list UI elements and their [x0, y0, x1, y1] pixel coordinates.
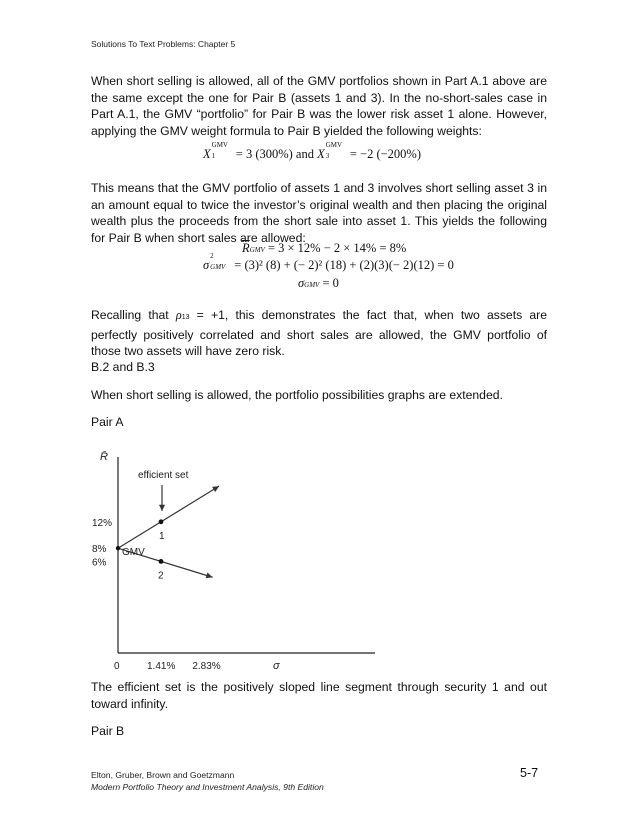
label-point-2: 2 [158, 570, 164, 582]
eq4-lhs: σ [298, 276, 305, 290]
x-tick-label: 2.83% [192, 661, 221, 672]
footer-book-title: Modern Portfolio Theory and Investment Analysis, 9th Edition [91, 781, 324, 792]
footer-citation [91, 770, 324, 793]
paragraph-short-selling: When short selling is allowed, all of the GMV portfolios shown in Part A.1 above are the same except the one for Pair B (assets 1 and 3). In the no-short-sales case in Part A.1, the GMV “portfolio” for Pair B was the lower risk asset 1 alone. However, applying the GMV weight formula to Pair B yielded the following weights: [91, 74, 547, 138]
label-efficient-set: efficient set [138, 470, 189, 481]
y-tick-label: 12% [92, 517, 113, 529]
y-tick-label: 8% [92, 544, 107, 556]
eq-sub-1: 1 [211, 152, 216, 160]
label-pair-b: Pair B [91, 724, 125, 738]
point-2 [159, 559, 164, 564]
eq-x-symbol-2: X [317, 147, 325, 161]
eq2-sub: GMV [249, 246, 265, 254]
paragraph-gmv-portfolio: This means that the GMV portfolio of assets 1 and 3 involves short selling asset 3 in an amount equal to twice the investor’s original wealth and then placing the original wealth plus the proceeds from the short sale into asset 1. This yields the following for Pair B when short sales are allowed: [91, 181, 547, 245]
eq3-lhs: σ [203, 258, 210, 272]
rho-subscript: 13 [181, 314, 190, 321]
label-gmv: GMV [122, 547, 145, 559]
eq-x-symbol: X [203, 147, 211, 161]
rho-symbol: ρ [175, 308, 182, 322]
eq4-rhs: = 0 [319, 276, 339, 290]
y-axis-label: R̄ [100, 451, 108, 463]
efficient-set-pointer-arrowhead [159, 505, 165, 511]
x-axis-label: σ [273, 660, 280, 672]
equation-variance-gmv [203, 252, 454, 273]
footer-authors: Elton, Gruber, Brown and Goetzmann [91, 770, 235, 780]
page-number: 5-7 [520, 766, 539, 780]
equation-gmv-weights [203, 141, 422, 162]
eq-rhs-1: = 3 (300%) and [232, 147, 318, 161]
point-1 [159, 519, 164, 524]
label-pair-a: Pair A [91, 415, 124, 429]
para3-part-a: Recalling that [91, 308, 176, 322]
eq2-rhs: = 3 × 12% − 2 × 14% = 8% [264, 241, 407, 255]
point-gmv [116, 546, 120, 550]
eq-sup-gmv: GMV [211, 141, 228, 149]
eq-sub-3: 3 [325, 152, 330, 160]
x-tick-label: 1.41% [147, 661, 176, 672]
paragraph-graphs-extended: When short selling is allowed, the portfolio possibilities graphs are extended. [91, 388, 503, 402]
eq-rhs-3: = −2 (−200%) [346, 147, 422, 161]
running-header: Solutions To Text Problems: Chapter 5 [91, 39, 236, 49]
x-tick-label: 0 [114, 661, 120, 672]
eq2-lhs: $\overline{R}$ [242, 241, 250, 255]
equation-return-gmv [242, 241, 406, 256]
eq-sup-gmv-2: GMV [325, 141, 343, 149]
efficient-line [118, 486, 219, 548]
paragraph-efficient-set: The efficient set is the positively sloped line segment through security 1 and out toward infinity. [91, 680, 547, 711]
eq3-rhs: = (3)² (8) + (− 2)² (18) + (2)(3)(− 2)(12) = 0 [231, 258, 454, 272]
eq3-sub: GMV [210, 263, 226, 271]
paragraph-perfect-correlation [91, 307, 547, 360]
para3-part-b: = +1, this demonstrates the fact that, when two assets are perfectly positively correlated and short sales are allowed, the GMV portfolio of those two assets will have zero risk. [91, 308, 547, 359]
eq4-sub: GMV [304, 281, 320, 289]
section-heading: B.2 and B.3 [91, 360, 155, 374]
equation-sd-gmv [298, 276, 339, 291]
y-tick-label: 6% [92, 557, 107, 569]
label-point-1: 1 [159, 530, 165, 542]
eq3-sup: 2 [210, 252, 214, 260]
pair-a-chart [90, 445, 390, 677]
